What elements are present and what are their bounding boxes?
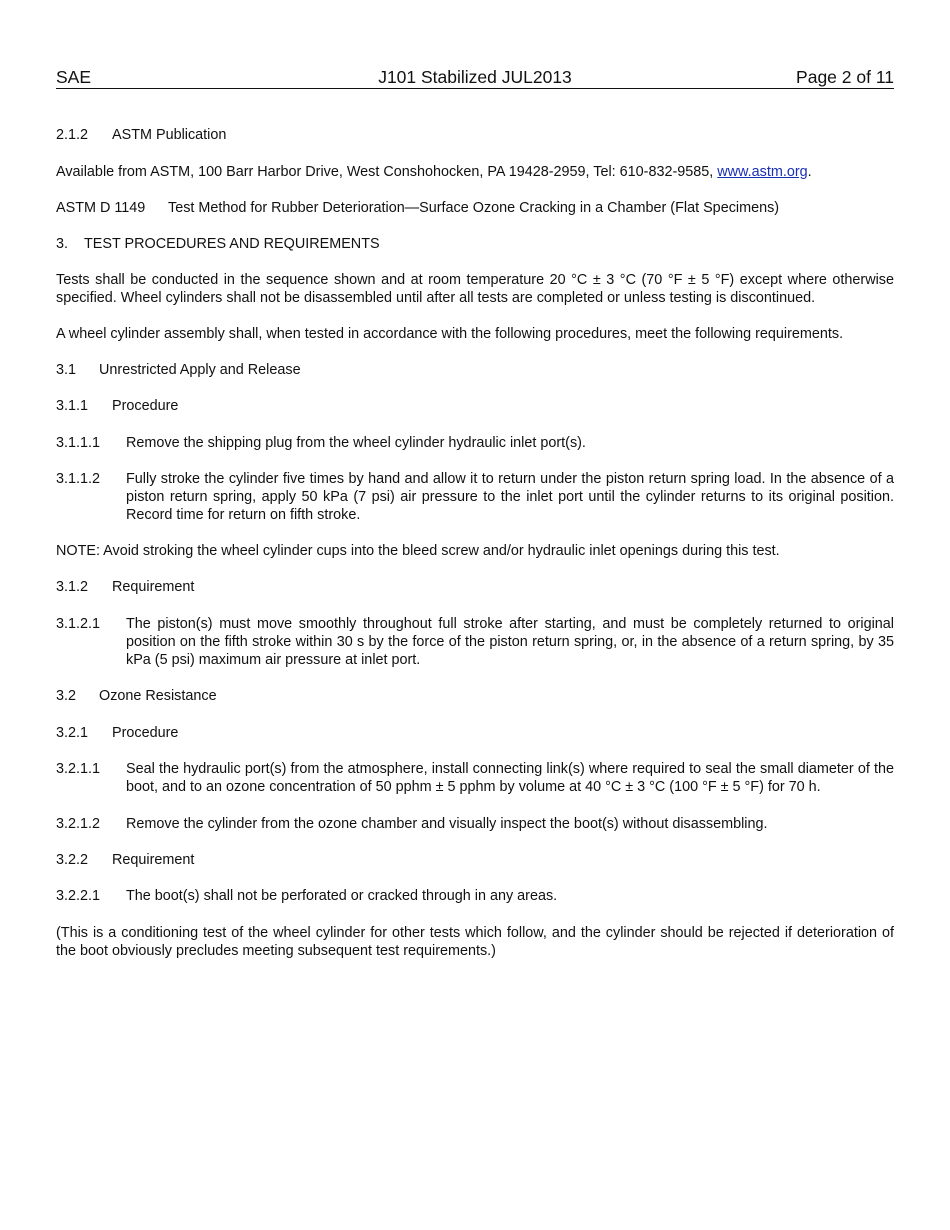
closing-paragraph: (This is a conditioning test of the wheel cylinder for other tests which follow, and the cylinder should be rejected if deterioration of the boot obviously precludes meeting subsequent test requirements.) — [56, 925, 894, 959]
item-number: 3.2.1.1 — [56, 761, 101, 777]
section-heading-3-1 — [56, 361, 894, 379]
section-title: Ozone Resistance — [99, 688, 217, 704]
item-3-2-1-1 — [56, 760, 894, 796]
item-3-1-1-2 — [56, 470, 894, 524]
item-number: 3.1.1.1 — [56, 435, 101, 451]
header-page-number: Page 2 of 11 — [796, 67, 894, 87]
astm-title: Test Method for Rubber Deterioration—Surface Ozone Cracking in a Chamber (Flat Specimens) — [168, 200, 780, 216]
section-number: 3.1.2 — [56, 579, 89, 595]
section-title: Procedure — [112, 398, 179, 414]
item-text: Seal the hydraulic port(s) from the atmosphere, install connecting link(s) where required to seal the small diameter of the boot, and to an ozone concentration of 50 pphm ± 5 pphm by volume at 40 °C ± 3 °C (100 °F ± 5 °F) for 70 h. — [126, 761, 894, 795]
item-3-1-1-1 — [56, 434, 894, 452]
item-3-2-2-1 — [56, 887, 894, 905]
header-org: SAE — [56, 67, 92, 87]
section-heading-3-2-1 — [56, 724, 894, 742]
item-number: 3.2.1.2 — [56, 816, 101, 832]
availability-end: . — [807, 164, 812, 180]
section-title: ASTM Publication — [112, 127, 227, 143]
section-number: 3. — [56, 236, 69, 252]
item-number: 3.1.1.2 — [56, 471, 101, 487]
section-number: 3.2 — [56, 688, 77, 704]
document-page — [56, 66, 894, 960]
item-number: 3.1.2.1 — [56, 616, 101, 632]
section-number: 3.1 — [56, 362, 77, 378]
item-3-1-2-1 — [56, 615, 894, 669]
section-title: Requirement — [112, 852, 195, 868]
section-number: 3.1.1 — [56, 398, 89, 414]
document-body — [56, 126, 894, 960]
section-heading-3-2 — [56, 687, 894, 705]
availability-line — [56, 163, 894, 181]
page-header — [56, 66, 894, 89]
header-doc-id: J101 Stabilized JUL2013 — [378, 67, 572, 87]
section-title: TEST PROCEDURES AND REQUIREMENTS — [84, 236, 380, 252]
section-heading-2-1-2 — [56, 126, 894, 144]
section-title: Unrestricted Apply and Release — [99, 362, 301, 378]
section-heading-3-1-2 — [56, 578, 894, 596]
section-number: 3.2.2 — [56, 852, 89, 868]
section-number: 3.2.1 — [56, 725, 89, 741]
item-number: 3.2.2.1 — [56, 888, 101, 904]
item-text: Fully stroke the cylinder five times by hand and allow it to return under the piston return spring load. In the absence of a piston return spring, apply 50 kPa (7 psi) air pressure to the inlet port until the cylinder returns to its original position. Record time for return on fifth stroke. — [126, 471, 894, 523]
astm-code: ASTM D 1149 — [56, 200, 146, 216]
item-text: The piston(s) must move smoothly throughout full stroke after starting, and must be completely returned to original position on the fifth stroke within 30 s by the force of the piston return spring, or, in the absence of a return spring, by 35 kPa (5 psi) maximum air pressure at inlet port. — [126, 616, 894, 668]
section-title: Procedure — [112, 725, 179, 741]
section-title: Requirement — [112, 579, 195, 595]
item-text: The boot(s) shall not be perforated or cracked through in any areas. — [126, 888, 558, 904]
note-paragraph: NOTE: Avoid stroking the wheel cylinder cups into the bleed screw and/or hydraulic inlet openings during this test. — [56, 543, 780, 559]
paragraph-requirements-intro: A wheel cylinder assembly shall, when tested in accordance with the following procedures, meet the following requirements. — [56, 326, 844, 342]
item-3-2-1-2 — [56, 815, 894, 833]
section-heading-3-1-1 — [56, 397, 894, 415]
paragraph-test-conditions: Tests shall be conducted in the sequence shown and at room temperature 20 °C ± 3 °C (70 °F ± 5 °F) except where otherwise specified. Wheel cylinders shall not be disassembled until after all tests are completed or unless testing is discontinued. — [56, 272, 894, 306]
section-heading-3 — [56, 235, 894, 253]
availability-text: Available from ASTM, 100 Barr Harbor Drive, West Conshohocken, PA 19428-2959, Tel: 610-832-9585, — [56, 164, 718, 180]
astm-website-link[interactable]: www.astm.org — [717, 164, 808, 180]
item-text: Remove the shipping plug from the wheel cylinder hydraulic inlet port(s). — [126, 435, 586, 451]
section-heading-3-2-2 — [56, 851, 894, 869]
astm-reference — [56, 199, 894, 217]
section-number: 2.1.2 — [56, 127, 89, 143]
item-text: Remove the cylinder from the ozone chamber and visually inspect the boot(s) without disassembling. — [126, 816, 768, 832]
